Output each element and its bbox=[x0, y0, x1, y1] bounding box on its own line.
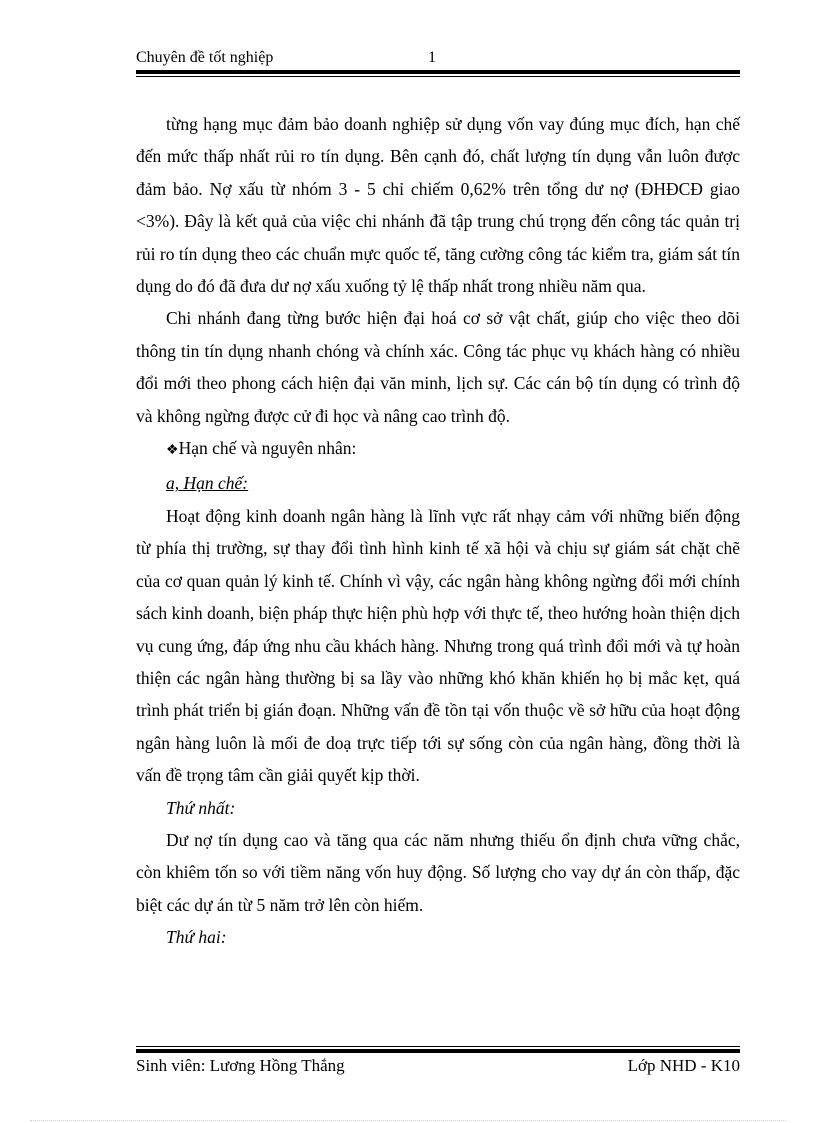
subheading-second-text: Thứ hai: bbox=[166, 927, 227, 948]
section-heading-text: Hạn chế và nguyên nhân: bbox=[178, 438, 357, 459]
subheading-first bbox=[136, 792, 740, 824]
page-number: 1 bbox=[428, 49, 436, 66]
footer-rule-thick bbox=[136, 1049, 740, 1053]
footer-class: Lớp NHD - K10 bbox=[627, 1056, 740, 1075]
header-rule-thick bbox=[136, 70, 740, 74]
diamond-bullet-icon: ❖ bbox=[166, 443, 179, 459]
page-bottom-dotted-line bbox=[30, 1120, 786, 1122]
page-footer bbox=[136, 1056, 740, 1078]
paragraph-credit-quality: từng hạng mục đảm bảo doanh nghiệp sử dụng vốn vay đúng mục đích, hạn chế đến mức thấp nhất rủi ro tín dụng. Bên cạnh đó, chất lượng tín dụng vẫn luôn được đảm bảo. Nợ xấu từ nhóm 3 - 5 chỉ chiếm 0,62% trên tổng dư nợ (ĐHĐCĐ giao <3%). Đây là kết quả của việc chi nhánh đã tập trung chú trọng đến công tác quản trị rủi ro tín dụng theo các chuẩn mực quốc tế, tăng cường công tác kiểm tra, giám sát tín dụng do đó đã đưa dư nợ xấu xuống tỷ lệ thấp nhất trong nhiều năm qua. bbox=[136, 114, 740, 297]
footer-student: Sinh viên: Lương Hồng Thắng bbox=[136, 1056, 345, 1075]
document-body bbox=[136, 108, 740, 954]
subheading-first-text: Thứ nhất: bbox=[166, 797, 236, 818]
footer-rule-thin bbox=[136, 1046, 740, 1047]
subheading-a-text: a, Hạn chế: bbox=[166, 473, 249, 494]
paragraph-modernization: Chi nhánh đang từng bước hiện đại hoá cơ sở vật chất, giúp cho việc theo dõi thông tin tín dụng nhanh chóng và chính xác. Công tác phục vụ khách hàng có nhiều đổi mới theo phong cách hiện đại văn minh, lịch sự. Các cán bộ tín dụng có trình độ và không ngừng được cử đi học và nâng cao trình độ. bbox=[136, 308, 740, 426]
header-title: Chuyên đề tốt nghiệp bbox=[136, 49, 274, 66]
subheading-a bbox=[136, 467, 740, 499]
paragraph-banking-risk: Hoạt động kinh doanh ngân hàng là lĩnh vực rất nhạy cảm với những biến động từ phía thị trường, sự thay đổi tình hình kinh tế xã hội và chịu sự giám sát chặt chẽ của cơ quan quản lý kinh tế. Chính vì vậy, các ngân hàng không ngừng đổi mới chính sách kinh doanh, biện pháp thực hiện phù hợp với thực tế, theo hướng hoàn thiện dịch vụ cung ứng, đáp ứng nhu cầu khách hàng. Nhưng trong quá trình đổi mới và tự hoàn thiện các ngân hàng thường bị sa lầy vào những khó khăn khiến họ bị mắc kẹt, quá trình phát triển bị gián đoạn. Những vấn đề tồn tại vốn thuộc về sở hữu của hoạt động ngân hàng luôn là mối đe doạ trực tiếp tới sự sống còn của ngân hàng, đồng thời là vấn đề trọng tâm cần giải quyết kịp thời. bbox=[136, 505, 740, 786]
subheading-second bbox=[136, 921, 740, 953]
section-heading-limitations bbox=[136, 432, 740, 467]
page-header bbox=[136, 49, 740, 69]
header-rule-thin bbox=[136, 76, 740, 77]
paragraph-credit-balance: Dư nợ tín dụng cao và tăng qua các năm nhưng thiếu ổn định chưa vững chắc, còn khiêm tốn so với tiềm năng vốn huy động. Số lượng cho vay dự án còn thấp, đặc biệt các dự án từ 5 năm trở lên còn hiếm. bbox=[136, 829, 740, 915]
